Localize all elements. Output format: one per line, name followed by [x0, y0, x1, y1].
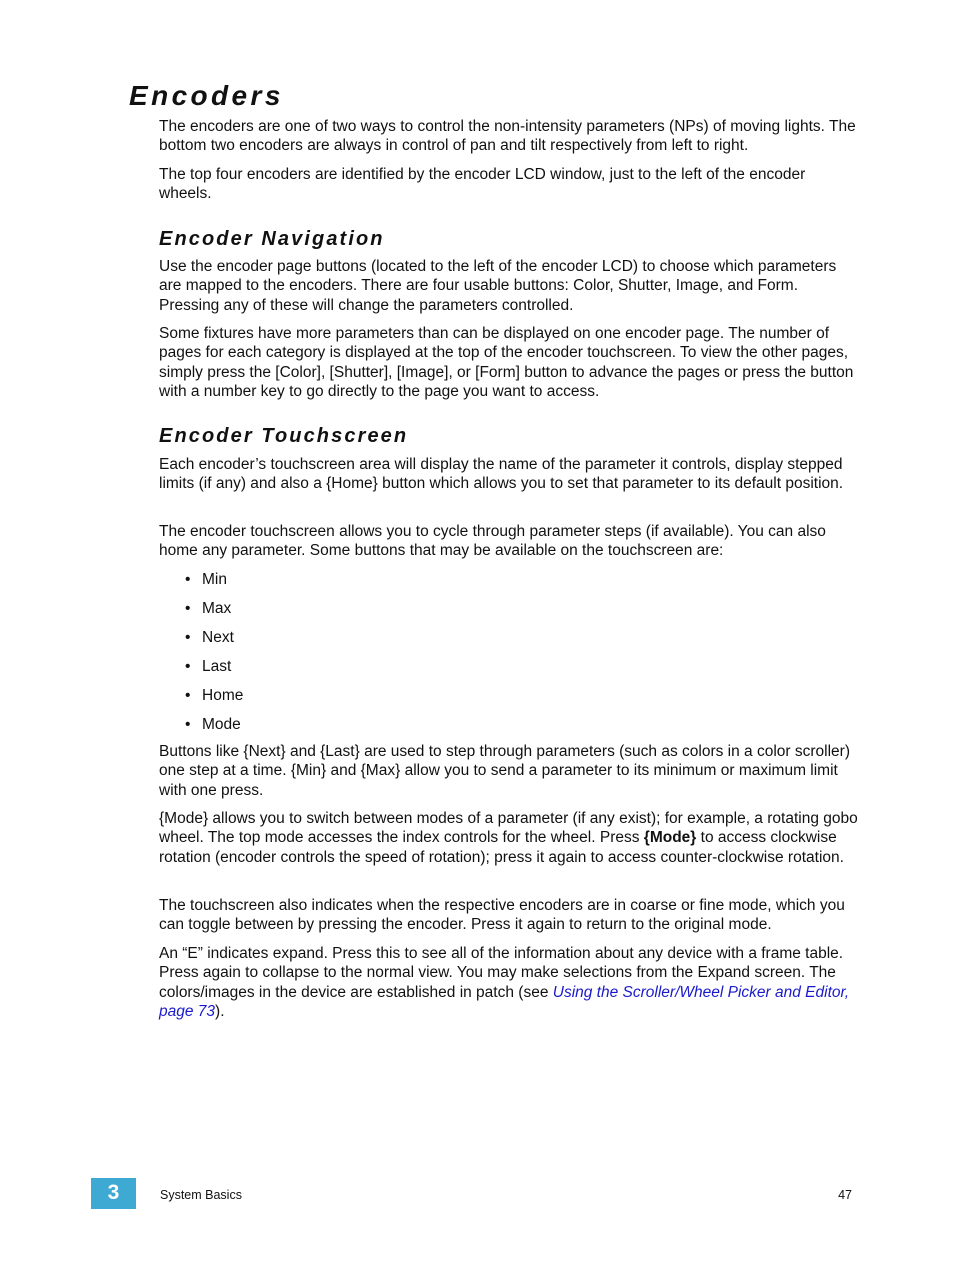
mode-text-after: to access clockwise rotation (encoder controls the speed of rotation); press it again to access counter-clockwise rotation.: [159, 829, 844, 866]
footer-section-name: System Basics: [160, 1188, 242, 1202]
bullet-marker: •: [185, 629, 191, 646]
section-heading-navigation: Encoder Navigation: [159, 228, 385, 250]
bullet-marker: •: [185, 600, 191, 617]
touchscreen-paragraph-4: [159, 809, 859, 867]
list-item: [185, 570, 227, 589]
touchscreen-paragraph-3: Buttons like {Next} and {Last} are used to step through parameters (such as colors in a color scroller) one step at a time. {Min} and {Max} allow you to send a parameter to its minimum or maximum limit with one press.: [159, 743, 850, 799]
intro-paragraph-1: The encoders are one of two ways to control the non-intensity parameters (NPs) of moving lights. The bottom two encoders are always in control of pan and tilt respectively from left to right.: [159, 118, 856, 155]
list-item: [185, 686, 243, 705]
list-item-label: Next: [202, 629, 234, 646]
list-item: [185, 657, 231, 676]
cross-reference-link[interactable]: Using the Scroller/Wheel Picker and Editor, page 73: [159, 983, 850, 1021]
list-item-label: Min: [202, 571, 227, 588]
list-item-label: Max: [202, 600, 232, 617]
list-item-label: Mode: [202, 716, 241, 733]
footer-page-number: 47: [838, 1188, 852, 1202]
list-item-label: Home: [202, 687, 244, 704]
list-item: [185, 715, 241, 734]
touchscreen-paragraph-6: [159, 944, 859, 1022]
bullet-marker: •: [185, 571, 191, 588]
navigation-paragraph-2: Some fixtures have more parameters than can be displayed on one encoder page. The number of pages for each category is displayed at the top of the encoder touchscreen. To view the other pages, simply press the [Color], [Shutter], [Image], or [Form] button to advance the pages or press the button with a number key to go directly to the page you want to access.: [159, 325, 854, 401]
list-item: [185, 599, 231, 618]
navigation-paragraph-1: Use the encoder page buttons (located to the left of the encoder LCD) to choose which parameters are mapped to the encoders. There are four usable buttons: Color, Shutter, Image, and Form. Pressing any of these will change the parameters controlled.: [159, 258, 837, 314]
section-heading-touchscreen: Encoder Touchscreen: [159, 425, 409, 447]
mode-key-bold: {Mode}: [643, 829, 697, 847]
page-title: Encoders: [129, 80, 284, 111]
list-item-label: Last: [202, 658, 232, 675]
touchscreen-paragraph-2: The encoder touchscreen allows you to cycle through parameter steps (if available). You can also home any parameter. Some buttons that may be available on the touchscreen are:: [159, 523, 826, 560]
bullet-marker: •: [185, 716, 191, 733]
chapter-number-badge: 3: [91, 1178, 136, 1209]
expand-text-after: ).: [215, 1003, 225, 1021]
bullet-marker: •: [185, 687, 191, 704]
mode-text-before: {Mode} allows you to switch between modes of a parameter (if any exist); for example, a rotating gobo wheel. The top mode accesses the index controls for the wheel. Press: [159, 810, 858, 847]
touchscreen-paragraph-5: The touchscreen also indicates when the respective encoders are in coarse or fine mode, which you can toggle between by pressing the encoder. Press it again to return to the original mode.: [159, 897, 845, 934]
touchscreen-paragraph-1: Each encoder’s touchscreen area will display the name of the parameter it controls, display stepped limits (if any) and also a {Home} button which allows you to set that parameter to its default position.: [159, 456, 844, 493]
bullet-marker: •: [185, 658, 191, 675]
intro-paragraph-2: The top four encoders are identified by the encoder LCD window, just to the left of the encoder wheels.: [159, 166, 806, 203]
expand-text-before: An “E” indicates expand. Press this to see all of the information about any device with a frame table. Press again to collapse to the normal view. You may make selections from the Expand screen. The colors/images in the device are established in patch (see: [159, 945, 844, 1001]
list-item: [185, 628, 234, 647]
